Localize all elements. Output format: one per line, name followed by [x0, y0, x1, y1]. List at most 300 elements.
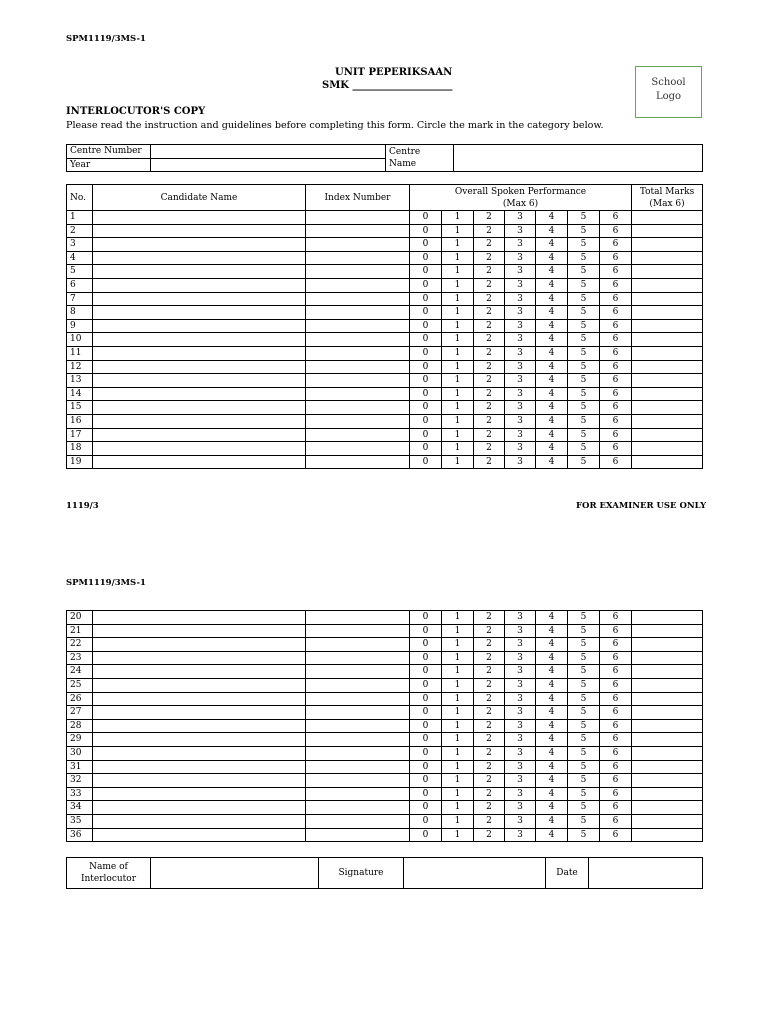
score-option-0[interactable]: 0: [410, 360, 442, 374]
score-option-3[interactable]: 3: [505, 238, 536, 252]
total-marks-field[interactable]: [632, 746, 703, 760]
score-option-0[interactable]: 0: [410, 401, 442, 415]
score-option-1[interactable]: 1: [442, 706, 474, 720]
score-option-2[interactable]: 2: [474, 278, 505, 292]
score-option-3[interactable]: 3: [505, 624, 536, 638]
score-option-3[interactable]: 3: [505, 760, 536, 774]
index-number-field[interactable]: [306, 401, 410, 415]
candidate-name-field[interactable]: [93, 374, 306, 388]
score-option-4[interactable]: 4: [536, 442, 568, 456]
total-marks-field[interactable]: [632, 428, 703, 442]
score-option-6[interactable]: 6: [600, 814, 632, 828]
total-marks-field[interactable]: [632, 346, 703, 360]
score-option-5[interactable]: 5: [568, 278, 600, 292]
score-option-2[interactable]: 2: [474, 333, 505, 347]
score-option-1[interactable]: 1: [442, 292, 474, 306]
total-marks-field[interactable]: [632, 306, 703, 320]
score-option-2[interactable]: 2: [474, 814, 505, 828]
candidate-name-field[interactable]: [93, 665, 306, 679]
score-option-6[interactable]: 6: [600, 442, 632, 456]
candidate-name-field[interactable]: [93, 238, 306, 252]
score-option-1[interactable]: 1: [442, 678, 474, 692]
total-marks-field[interactable]: [632, 319, 703, 333]
score-option-3[interactable]: 3: [505, 265, 536, 279]
total-marks-field[interactable]: [632, 401, 703, 415]
score-option-6[interactable]: 6: [600, 414, 632, 428]
score-option-6[interactable]: 6: [600, 211, 632, 225]
interlocutor-name-field[interactable]: [151, 858, 319, 889]
score-option-3[interactable]: 3: [505, 306, 536, 320]
candidate-name-field[interactable]: [93, 224, 306, 238]
score-option-0[interactable]: 0: [410, 455, 442, 469]
score-option-5[interactable]: 5: [568, 760, 600, 774]
score-option-4[interactable]: 4: [536, 719, 568, 733]
score-option-3[interactable]: 3: [505, 733, 536, 747]
score-option-5[interactable]: 5: [568, 251, 600, 265]
candidate-name-field[interactable]: [93, 442, 306, 456]
score-option-3[interactable]: 3: [505, 787, 536, 801]
total-marks-field[interactable]: [632, 414, 703, 428]
score-option-5[interactable]: 5: [568, 211, 600, 225]
total-marks-field[interactable]: [632, 442, 703, 456]
index-number-field[interactable]: [306, 455, 410, 469]
score-option-1[interactable]: 1: [442, 442, 474, 456]
index-number-field[interactable]: [306, 814, 410, 828]
candidate-name-field[interactable]: [93, 360, 306, 374]
score-option-6[interactable]: 6: [600, 374, 632, 388]
year-field[interactable]: [151, 158, 386, 172]
index-number-field[interactable]: [306, 265, 410, 279]
score-option-5[interactable]: 5: [568, 442, 600, 456]
score-option-2[interactable]: 2: [474, 774, 505, 788]
score-option-3[interactable]: 3: [505, 638, 536, 652]
score-option-4[interactable]: 4: [536, 319, 568, 333]
score-option-4[interactable]: 4: [536, 801, 568, 815]
score-option-3[interactable]: 3: [505, 611, 536, 625]
score-option-5[interactable]: 5: [568, 665, 600, 679]
candidate-name-field[interactable]: [93, 306, 306, 320]
index-number-field[interactable]: [306, 665, 410, 679]
total-marks-field[interactable]: [632, 292, 703, 306]
score-option-5[interactable]: 5: [568, 238, 600, 252]
score-option-0[interactable]: 0: [410, 292, 442, 306]
score-option-1[interactable]: 1: [442, 224, 474, 238]
total-marks-field[interactable]: [632, 238, 703, 252]
candidate-name-field[interactable]: [93, 333, 306, 347]
score-option-1[interactable]: 1: [442, 828, 474, 842]
score-option-0[interactable]: 0: [410, 374, 442, 388]
score-option-4[interactable]: 4: [536, 374, 568, 388]
score-option-5[interactable]: 5: [568, 746, 600, 760]
score-option-1[interactable]: 1: [442, 374, 474, 388]
score-option-6[interactable]: 6: [600, 278, 632, 292]
total-marks-field[interactable]: [632, 624, 703, 638]
score-option-1[interactable]: 1: [442, 774, 474, 788]
score-option-5[interactable]: 5: [568, 814, 600, 828]
total-marks-field[interactable]: [632, 706, 703, 720]
score-option-6[interactable]: 6: [600, 265, 632, 279]
candidate-name-field[interactable]: [93, 611, 306, 625]
score-option-1[interactable]: 1: [442, 814, 474, 828]
index-number-field[interactable]: [306, 638, 410, 652]
score-option-0[interactable]: 0: [410, 638, 442, 652]
candidate-name-field[interactable]: [93, 251, 306, 265]
score-option-6[interactable]: 6: [600, 333, 632, 347]
index-number-field[interactable]: [306, 319, 410, 333]
score-option-2[interactable]: 2: [474, 251, 505, 265]
score-option-2[interactable]: 2: [474, 719, 505, 733]
score-option-3[interactable]: 3: [505, 414, 536, 428]
score-option-4[interactable]: 4: [536, 278, 568, 292]
score-option-1[interactable]: 1: [442, 278, 474, 292]
score-option-1[interactable]: 1: [442, 760, 474, 774]
score-option-4[interactable]: 4: [536, 360, 568, 374]
score-option-0[interactable]: 0: [410, 278, 442, 292]
index-number-field[interactable]: [306, 442, 410, 456]
score-option-1[interactable]: 1: [442, 665, 474, 679]
score-option-0[interactable]: 0: [410, 774, 442, 788]
score-option-5[interactable]: 5: [568, 401, 600, 415]
score-option-0[interactable]: 0: [410, 624, 442, 638]
candidate-name-field[interactable]: [93, 719, 306, 733]
score-option-1[interactable]: 1: [442, 455, 474, 469]
score-option-4[interactable]: 4: [536, 651, 568, 665]
score-option-0[interactable]: 0: [410, 428, 442, 442]
score-option-2[interactable]: 2: [474, 706, 505, 720]
total-marks-field[interactable]: [632, 719, 703, 733]
score-option-5[interactable]: 5: [568, 292, 600, 306]
total-marks-field[interactable]: [632, 251, 703, 265]
score-option-6[interactable]: 6: [600, 638, 632, 652]
score-option-4[interactable]: 4: [536, 678, 568, 692]
index-number-field[interactable]: [306, 774, 410, 788]
score-option-3[interactable]: 3: [505, 211, 536, 225]
total-marks-field[interactable]: [632, 787, 703, 801]
index-number-field[interactable]: [306, 651, 410, 665]
score-option-2[interactable]: 2: [474, 211, 505, 225]
candidate-name-field[interactable]: [93, 414, 306, 428]
score-option-2[interactable]: 2: [474, 746, 505, 760]
index-number-field[interactable]: [306, 387, 410, 401]
score-option-0[interactable]: 0: [410, 706, 442, 720]
total-marks-field[interactable]: [632, 774, 703, 788]
index-number-field[interactable]: [306, 828, 410, 842]
score-option-4[interactable]: 4: [536, 387, 568, 401]
candidate-name-field[interactable]: [93, 733, 306, 747]
score-option-1[interactable]: 1: [442, 211, 474, 225]
score-option-5[interactable]: 5: [568, 678, 600, 692]
score-option-1[interactable]: 1: [442, 319, 474, 333]
score-option-0[interactable]: 0: [410, 760, 442, 774]
score-option-2[interactable]: 2: [474, 414, 505, 428]
score-option-2[interactable]: 2: [474, 828, 505, 842]
score-option-2[interactable]: 2: [474, 238, 505, 252]
score-option-4[interactable]: 4: [536, 401, 568, 415]
score-option-6[interactable]: 6: [600, 692, 632, 706]
index-number-field[interactable]: [306, 251, 410, 265]
score-option-0[interactable]: 0: [410, 651, 442, 665]
score-option-4[interactable]: 4: [536, 828, 568, 842]
score-option-1[interactable]: 1: [442, 251, 474, 265]
total-marks-field[interactable]: [632, 333, 703, 347]
score-option-3[interactable]: 3: [505, 774, 536, 788]
total-marks-field[interactable]: [632, 665, 703, 679]
score-option-4[interactable]: 4: [536, 414, 568, 428]
score-option-5[interactable]: 5: [568, 374, 600, 388]
score-option-6[interactable]: 6: [600, 428, 632, 442]
score-option-0[interactable]: 0: [410, 333, 442, 347]
index-number-field[interactable]: [306, 224, 410, 238]
score-option-0[interactable]: 0: [410, 442, 442, 456]
score-option-1[interactable]: 1: [442, 306, 474, 320]
score-option-0[interactable]: 0: [410, 611, 442, 625]
score-option-3[interactable]: 3: [505, 651, 536, 665]
score-option-2[interactable]: 2: [474, 678, 505, 692]
score-option-1[interactable]: 1: [442, 611, 474, 625]
score-option-1[interactable]: 1: [442, 787, 474, 801]
score-option-5[interactable]: 5: [568, 733, 600, 747]
total-marks-field[interactable]: [632, 224, 703, 238]
index-number-field[interactable]: [306, 238, 410, 252]
score-option-2[interactable]: 2: [474, 787, 505, 801]
score-option-2[interactable]: 2: [474, 346, 505, 360]
total-marks-field[interactable]: [632, 814, 703, 828]
score-option-4[interactable]: 4: [536, 428, 568, 442]
score-option-0[interactable]: 0: [410, 306, 442, 320]
index-number-field[interactable]: [306, 692, 410, 706]
score-option-4[interactable]: 4: [536, 211, 568, 225]
score-option-1[interactable]: 1: [442, 428, 474, 442]
candidate-name-field[interactable]: [93, 774, 306, 788]
index-number-field[interactable]: [306, 306, 410, 320]
score-option-2[interactable]: 2: [474, 638, 505, 652]
score-option-3[interactable]: 3: [505, 278, 536, 292]
score-option-2[interactable]: 2: [474, 401, 505, 415]
candidate-name-field[interactable]: [93, 278, 306, 292]
score-option-6[interactable]: 6: [600, 624, 632, 638]
score-option-3[interactable]: 3: [505, 814, 536, 828]
candidate-name-field[interactable]: [93, 678, 306, 692]
score-option-1[interactable]: 1: [442, 638, 474, 652]
candidate-name-field[interactable]: [93, 319, 306, 333]
score-option-1[interactable]: 1: [442, 733, 474, 747]
score-option-6[interactable]: 6: [600, 238, 632, 252]
candidate-name-field[interactable]: [93, 638, 306, 652]
score-option-3[interactable]: 3: [505, 678, 536, 692]
score-option-4[interactable]: 4: [536, 692, 568, 706]
score-option-3[interactable]: 3: [505, 455, 536, 469]
score-option-4[interactable]: 4: [536, 706, 568, 720]
score-option-5[interactable]: 5: [568, 787, 600, 801]
score-option-2[interactable]: 2: [474, 292, 505, 306]
score-option-6[interactable]: 6: [600, 224, 632, 238]
candidate-name-field[interactable]: [93, 455, 306, 469]
candidate-name-field[interactable]: [93, 265, 306, 279]
candidate-name-field[interactable]: [93, 692, 306, 706]
score-option-2[interactable]: 2: [474, 651, 505, 665]
score-option-4[interactable]: 4: [536, 292, 568, 306]
score-option-1[interactable]: 1: [442, 401, 474, 415]
score-option-6[interactable]: 6: [600, 292, 632, 306]
score-option-2[interactable]: 2: [474, 624, 505, 638]
candidate-name-field[interactable]: [93, 828, 306, 842]
score-option-4[interactable]: 4: [536, 787, 568, 801]
score-option-6[interactable]: 6: [600, 611, 632, 625]
total-marks-field[interactable]: [632, 611, 703, 625]
index-number-field[interactable]: [306, 360, 410, 374]
score-option-1[interactable]: 1: [442, 265, 474, 279]
score-option-6[interactable]: 6: [600, 346, 632, 360]
index-number-field[interactable]: [306, 374, 410, 388]
score-option-6[interactable]: 6: [600, 774, 632, 788]
score-option-3[interactable]: 3: [505, 374, 536, 388]
score-option-1[interactable]: 1: [442, 719, 474, 733]
score-option-5[interactable]: 5: [568, 651, 600, 665]
score-option-1[interactable]: 1: [442, 746, 474, 760]
total-marks-field[interactable]: [632, 265, 703, 279]
score-option-2[interactable]: 2: [474, 319, 505, 333]
score-option-2[interactable]: 2: [474, 455, 505, 469]
total-marks-field[interactable]: [632, 387, 703, 401]
total-marks-field[interactable]: [632, 760, 703, 774]
score-option-6[interactable]: 6: [600, 733, 632, 747]
candidate-name-field[interactable]: [93, 428, 306, 442]
score-option-6[interactable]: 6: [600, 828, 632, 842]
score-option-5[interactable]: 5: [568, 346, 600, 360]
total-marks-field[interactable]: [632, 651, 703, 665]
score-option-5[interactable]: 5: [568, 719, 600, 733]
score-option-1[interactable]: 1: [442, 360, 474, 374]
index-number-field[interactable]: [306, 346, 410, 360]
score-option-5[interactable]: 5: [568, 611, 600, 625]
score-option-2[interactable]: 2: [474, 692, 505, 706]
score-option-3[interactable]: 3: [505, 828, 536, 842]
score-option-3[interactable]: 3: [505, 428, 536, 442]
score-option-6[interactable]: 6: [600, 706, 632, 720]
total-marks-field[interactable]: [632, 360, 703, 374]
score-option-3[interactable]: 3: [505, 346, 536, 360]
score-option-5[interactable]: 5: [568, 224, 600, 238]
score-option-3[interactable]: 3: [505, 706, 536, 720]
total-marks-field[interactable]: [632, 733, 703, 747]
index-number-field[interactable]: [306, 211, 410, 225]
index-number-field[interactable]: [306, 414, 410, 428]
index-number-field[interactable]: [306, 760, 410, 774]
score-option-2[interactable]: 2: [474, 306, 505, 320]
score-option-3[interactable]: 3: [505, 442, 536, 456]
index-number-field[interactable]: [306, 624, 410, 638]
score-option-3[interactable]: 3: [505, 360, 536, 374]
score-option-4[interactable]: 4: [536, 665, 568, 679]
score-option-2[interactable]: 2: [474, 665, 505, 679]
score-option-5[interactable]: 5: [568, 638, 600, 652]
score-option-0[interactable]: 0: [410, 211, 442, 225]
score-option-6[interactable]: 6: [600, 787, 632, 801]
score-option-0[interactable]: 0: [410, 678, 442, 692]
score-option-0[interactable]: 0: [410, 319, 442, 333]
score-option-5[interactable]: 5: [568, 306, 600, 320]
score-option-6[interactable]: 6: [600, 651, 632, 665]
candidate-name-field[interactable]: [93, 787, 306, 801]
score-option-5[interactable]: 5: [568, 828, 600, 842]
score-option-1[interactable]: 1: [442, 346, 474, 360]
index-number-field[interactable]: [306, 746, 410, 760]
total-marks-field[interactable]: [632, 374, 703, 388]
score-option-4[interactable]: 4: [536, 611, 568, 625]
index-number-field[interactable]: [306, 801, 410, 815]
score-option-4[interactable]: 4: [536, 346, 568, 360]
index-number-field[interactable]: [306, 333, 410, 347]
score-option-6[interactable]: 6: [600, 801, 632, 815]
score-option-4[interactable]: 4: [536, 333, 568, 347]
candidate-name-field[interactable]: [93, 746, 306, 760]
candidate-name-field[interactable]: [93, 760, 306, 774]
score-option-5[interactable]: 5: [568, 624, 600, 638]
score-option-4[interactable]: 4: [536, 455, 568, 469]
score-option-1[interactable]: 1: [442, 801, 474, 815]
score-option-3[interactable]: 3: [505, 251, 536, 265]
score-option-0[interactable]: 0: [410, 692, 442, 706]
score-option-5[interactable]: 5: [568, 801, 600, 815]
score-option-3[interactable]: 3: [505, 401, 536, 415]
index-number-field[interactable]: [306, 611, 410, 625]
score-option-4[interactable]: 4: [536, 306, 568, 320]
score-option-1[interactable]: 1: [442, 624, 474, 638]
score-option-0[interactable]: 0: [410, 719, 442, 733]
score-option-0[interactable]: 0: [410, 224, 442, 238]
score-option-1[interactable]: 1: [442, 692, 474, 706]
candidate-name-field[interactable]: [93, 292, 306, 306]
score-option-5[interactable]: 5: [568, 265, 600, 279]
index-number-field[interactable]: [306, 787, 410, 801]
score-option-3[interactable]: 3: [505, 665, 536, 679]
score-option-3[interactable]: 3: [505, 692, 536, 706]
score-option-4[interactable]: 4: [536, 814, 568, 828]
score-option-3[interactable]: 3: [505, 387, 536, 401]
score-option-5[interactable]: 5: [568, 706, 600, 720]
total-marks-field[interactable]: [632, 278, 703, 292]
score-option-5[interactable]: 5: [568, 360, 600, 374]
score-option-2[interactable]: 2: [474, 611, 505, 625]
score-option-6[interactable]: 6: [600, 306, 632, 320]
score-option-0[interactable]: 0: [410, 387, 442, 401]
score-option-3[interactable]: 3: [505, 224, 536, 238]
score-option-1[interactable]: 1: [442, 651, 474, 665]
score-option-0[interactable]: 0: [410, 746, 442, 760]
score-option-3[interactable]: 3: [505, 719, 536, 733]
score-option-6[interactable]: 6: [600, 719, 632, 733]
candidate-name-field[interactable]: [93, 801, 306, 815]
score-option-6[interactable]: 6: [600, 678, 632, 692]
score-option-3[interactable]: 3: [505, 292, 536, 306]
candidate-name-field[interactable]: [93, 814, 306, 828]
score-option-6[interactable]: 6: [600, 665, 632, 679]
score-option-2[interactable]: 2: [474, 442, 505, 456]
score-option-5[interactable]: 5: [568, 692, 600, 706]
score-option-0[interactable]: 0: [410, 801, 442, 815]
score-option-3[interactable]: 3: [505, 319, 536, 333]
score-option-5[interactable]: 5: [568, 774, 600, 788]
score-option-0[interactable]: 0: [410, 665, 442, 679]
score-option-6[interactable]: 6: [600, 760, 632, 774]
score-option-0[interactable]: 0: [410, 346, 442, 360]
score-option-4[interactable]: 4: [536, 624, 568, 638]
score-option-6[interactable]: 6: [600, 746, 632, 760]
total-marks-field[interactable]: [632, 692, 703, 706]
score-option-1[interactable]: 1: [442, 238, 474, 252]
total-marks-field[interactable]: [632, 638, 703, 652]
index-number-field[interactable]: [306, 719, 410, 733]
